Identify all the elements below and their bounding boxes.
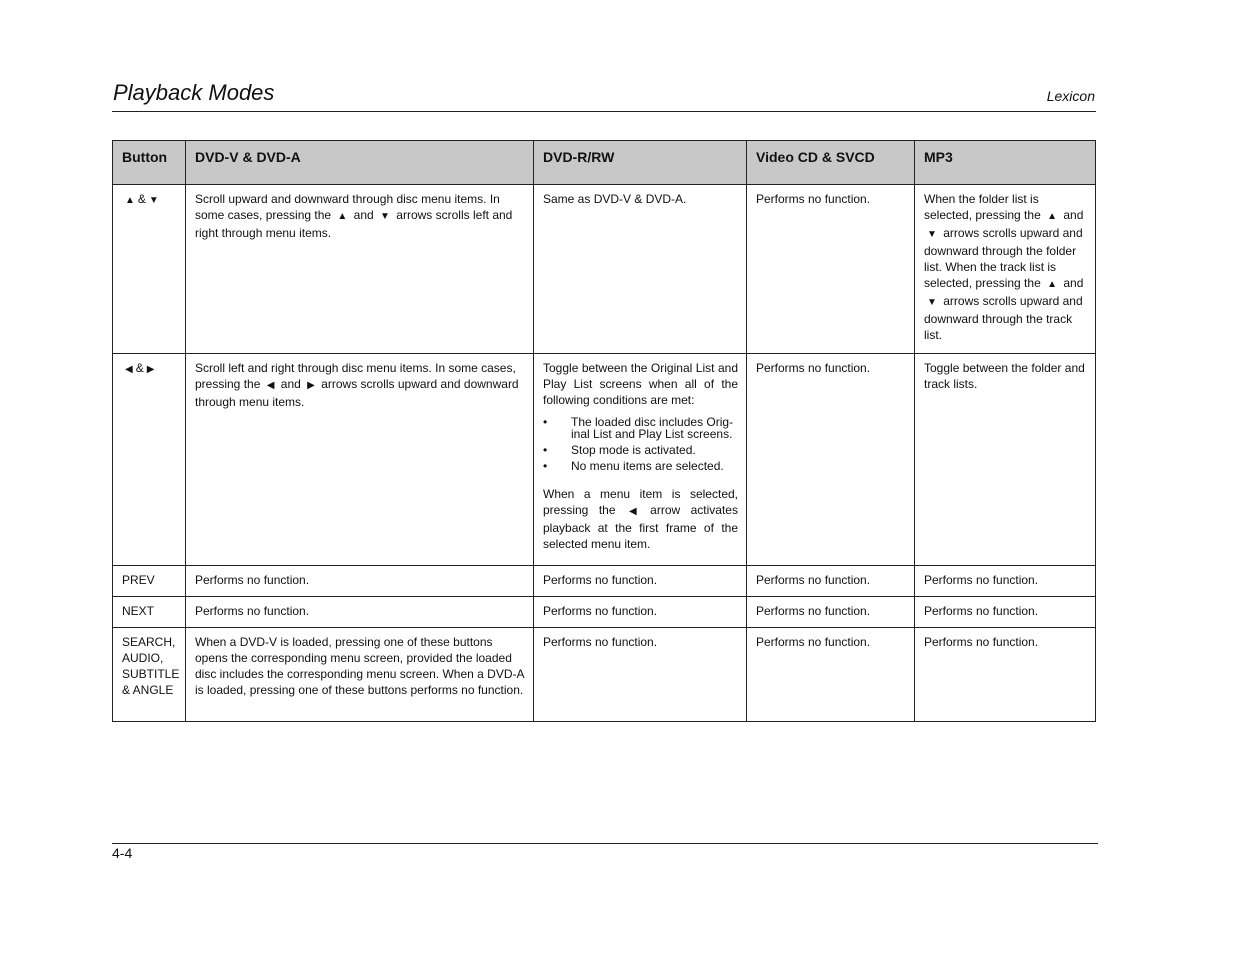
dvdv-cell [186, 354, 534, 566]
dvdr-cell [534, 354, 747, 566]
cell-text: arrows scrolls upward and downward through the folder list. When the track list is selected, pressing the [924, 226, 1083, 290]
conditions-list [543, 416, 738, 472]
vcd-cell: Performs no function. [747, 597, 915, 628]
dvdr-cell: Same as DVD-V & DVD-A. [534, 185, 747, 354]
cell-text: and [1063, 276, 1084, 290]
playback-modes-table [112, 140, 1096, 722]
cell-text: Scroll left and right through disc menu items. In some cases, pressing the [195, 361, 516, 391]
up-arrow-icon: ▲ [125, 195, 135, 206]
button-cell [113, 185, 186, 354]
left-arrow-icon: ◀ [628, 506, 637, 517]
down-arrow-icon: ▼ [148, 195, 159, 206]
table-row [113, 597, 1096, 628]
button-cell [113, 628, 186, 722]
table-row [113, 566, 1096, 597]
mp3-cell [915, 185, 1096, 354]
up-arrow-icon: ▲ [337, 211, 348, 222]
vcd-cell: Performs no function. [747, 354, 915, 566]
left-arrow-icon: ◀ [125, 364, 133, 375]
button-label-line: & ANGLE [122, 683, 174, 697]
right-arrow-icon: ▶ [146, 364, 155, 375]
vcd-cell: Performs no function. [747, 628, 915, 722]
vcd-cell: Performs no function. [747, 566, 915, 597]
table-header-row [113, 141, 1096, 185]
column-header-vcd: Video CD & SVCD [747, 141, 915, 185]
table-row [113, 354, 1096, 566]
cell-text: arrows scrolls left and right through menu items. [195, 208, 513, 240]
brand-name: Lexicon [1046, 88, 1095, 104]
cell-text: and [353, 208, 374, 222]
mp3-cell: Performs no function. [915, 566, 1096, 597]
page-number: 4-4 [112, 845, 133, 861]
ampersand: & [137, 192, 146, 206]
list-item: • The loaded disc includes Orig-inal List and Play List screens. [543, 416, 738, 440]
down-arrow-icon: ▼ [927, 297, 937, 308]
list-item: • No menu items are selected. [543, 460, 738, 472]
dvdr-cell: Performs no function. [534, 566, 747, 597]
dvdr-cell: Performs no function. [534, 597, 747, 628]
cell-text: When the folder list is selected, pressing the [924, 192, 1041, 222]
button-label-line: AUDIO, [122, 651, 164, 665]
cell-intro: Toggle between the Original List and Play List screens when all of the following conditions are met: [543, 361, 738, 407]
table-row [113, 628, 1096, 722]
mp3-cell: Performs no function. [915, 628, 1096, 722]
mp3-cell: Performs no function. [915, 597, 1096, 628]
table-row [113, 185, 1096, 354]
page-title: Playback Modes [113, 80, 275, 105]
cell-text: Scroll upward and downward through disc menu items. In some cases, pressing the [195, 192, 500, 222]
button-cell [113, 354, 186, 566]
cell-text: and [1063, 208, 1084, 222]
column-header-dvdv: DVD-V & DVD-A [186, 141, 534, 185]
cell-text: arrow activates playback at the first frame of the selected menu item. [543, 503, 738, 551]
button-cell: PREV [113, 566, 186, 597]
right-arrow-icon: ▶ [307, 380, 315, 391]
header-divider [112, 111, 1096, 112]
column-header-button: Button [113, 141, 186, 185]
cell-text: arrows scrolls upward and downward through menu items. [195, 377, 519, 409]
dvdr-cell: Performs no function. [534, 628, 747, 722]
down-arrow-icon: ▼ [927, 229, 937, 240]
button-label-line: SEARCH, [122, 635, 176, 649]
dvdv-cell [186, 185, 534, 354]
up-arrow-icon: ▲ [1047, 279, 1057, 290]
dvdv-cell: Performs no function. [186, 566, 534, 597]
vcd-cell: Performs no function. [747, 185, 915, 354]
up-arrow-icon: ▲ [1047, 211, 1057, 222]
list-item: • Stop mode is activated. [543, 444, 738, 456]
dvdv-cell: When a DVD-V is loaded, pressing one of these buttons opens the corresponding menu screen, provided the loaded disc includes the corresponding menu screen. When a DVD-A is loaded, pressing one of these buttons performs no function. [186, 628, 534, 722]
cell-text: and [280, 377, 301, 391]
cell-outro [543, 486, 738, 552]
ampersand: & [135, 361, 144, 375]
down-arrow-icon: ▼ [380, 211, 390, 222]
dvdv-cell: Performs no function. [186, 597, 534, 628]
cell-text: arrows scrolls upward and downward through the track list. [924, 294, 1083, 342]
footer-divider [112, 843, 1098, 844]
mp3-cell: Toggle between the folder and track lists. [915, 354, 1096, 566]
column-header-dvdr: DVD-R/RW [534, 141, 747, 185]
left-arrow-icon: ◀ [266, 380, 275, 391]
button-cell: NEXT [113, 597, 186, 628]
column-header-mp3: MP3 [915, 141, 1096, 185]
button-label-line: SUBTITLE [122, 667, 180, 681]
cell-text: When a menu item is selected, pressing the [543, 487, 738, 517]
